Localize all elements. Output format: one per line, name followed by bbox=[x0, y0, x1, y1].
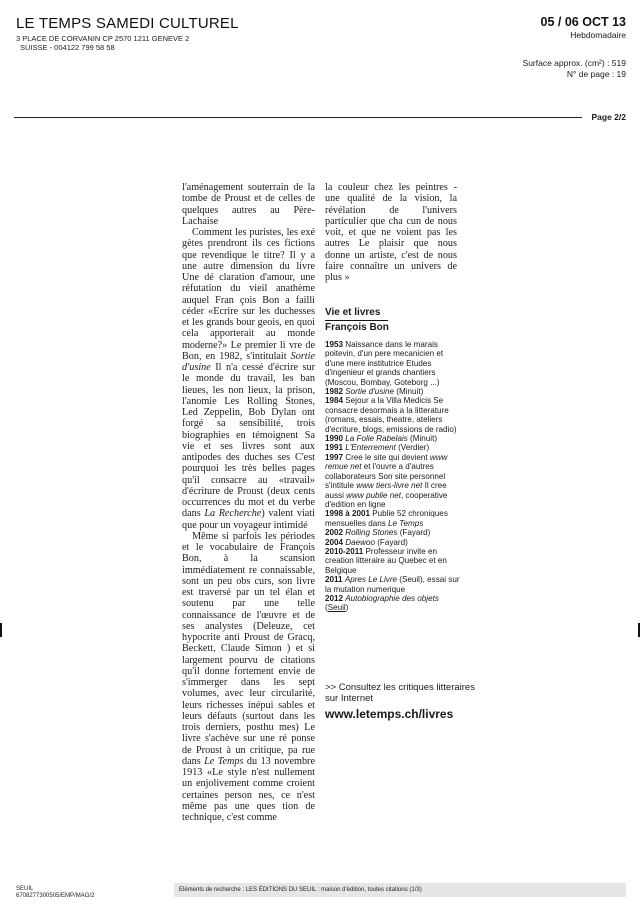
bio-year: 1984 bbox=[325, 396, 344, 406]
text-run: ) bbox=[345, 603, 349, 613]
bio-entry bbox=[325, 547, 460, 575]
italic-title: Le Temps bbox=[388, 518, 424, 528]
surface-area: Surface approx. (cm²) : 519 bbox=[522, 58, 626, 68]
text-run: Il cree aussi bbox=[325, 481, 447, 500]
italic-title: La Folie Rabelais bbox=[345, 434, 408, 444]
bio-year: 1991 bbox=[325, 443, 344, 453]
article-paragraph: la couleur chez les peintres - une qualité de la vision, la révélation de l'univers particulier que cha cun de nous voit, et que ne voient pas les autres Le plaisir que nous donne un artiste, c'est de nous faire connaître un univers de plus » bbox=[325, 182, 457, 283]
text-run: Sejour a la Villa Medicis Se consacre desormais a la litterature (romans, essais, theatre, ateliers d'ecriture, blogs, emissions de radio) bbox=[325, 396, 457, 434]
italic-title: Sortie d'usine bbox=[182, 350, 315, 373]
article-paragraph bbox=[182, 531, 315, 824]
text-run: (Minuit) bbox=[394, 387, 424, 397]
page-number: N° de page : 19 bbox=[566, 69, 626, 79]
italic-title: L'Enterrement bbox=[345, 443, 396, 453]
text-run: Il n'a cessé d'écrire sur le monde du travail, les ban lieues, les non lieux, la prison, l'anomie Les Rolling Stones, Led Zeppelin, Bob Dylan ont forgé sa sensibilité, trois biographies en témoignent Sa vie et ses livres sont aux antipodes des duches ses C'est pourquoi les très belles pages qu'il consacre au «travail» d'écriture de Proust (deux cents occurrences du mot et du verbe dans bbox=[182, 362, 315, 520]
bio-year: 2002 bbox=[325, 528, 344, 538]
italic-title: Apres bbox=[344, 575, 369, 585]
bio-year: 2010-2011 bbox=[325, 546, 364, 556]
publication-address: 3 PLACE DE CORVANIN CP 2570 1211 GENEVE 2 bbox=[16, 34, 190, 43]
text-run: (Seuil), essai sur la mutation numerique bbox=[325, 575, 460, 594]
header-rule bbox=[14, 117, 582, 118]
cta-text: >> Consultez les critiques litteraires sur Internet bbox=[325, 682, 475, 704]
footer-reference bbox=[16, 886, 94, 900]
bio-year: 1953 bbox=[325, 340, 344, 349]
italic-title: Le Temps bbox=[204, 755, 244, 767]
bio-year: 1982 bbox=[325, 387, 344, 397]
italic-title: Le Livre bbox=[368, 575, 398, 585]
article-column-2 bbox=[325, 182, 457, 283]
bio-section-title: Vie et livres bbox=[325, 307, 388, 321]
footer-code: 6708277300505/EMP/MAG/2 bbox=[16, 893, 95, 899]
italic-title: Autobiographie des objets bbox=[345, 593, 439, 603]
text-run: Cree le site qui devient bbox=[345, 452, 430, 462]
bio-entry bbox=[325, 528, 460, 537]
bio-year: 1998 à 2001 bbox=[325, 509, 371, 519]
footer-publisher: SEUIL bbox=[16, 886, 34, 892]
bio-year: 1990 bbox=[325, 434, 344, 444]
text-run: Comment les puristes, les exé gètes prendront ils ces fictions que revendique le titre? Il y a une autre dimension du livre Une dé claration d'amour, une réfutation du vieil anathème auquel Fran çois Bon a failli céder «Ecrire sur les duchesses et les grands bour geois, en quoi cela apporterait au monde moderne?» Le premier li vre de Bon, en 1982, s'intitulait bbox=[182, 227, 315, 362]
text-run: (Fayard) bbox=[374, 537, 408, 547]
publication-title: LE TEMPS SAMEDI CULTUREL bbox=[16, 15, 239, 32]
text-run: (Minuit) bbox=[407, 434, 438, 444]
italic-title: Sortie d'usine bbox=[345, 387, 395, 397]
text-run: ) valent viati que pour un voyageur intimidé bbox=[182, 508, 315, 531]
bio-year: 2011 bbox=[325, 575, 343, 585]
page-of: Page 2/2 bbox=[591, 112, 626, 122]
search-elements-bar: Eléments de recherche : LES ÉDITIONS DU SEUIL : maison d'édition, toutes citations (1/3) bbox=[174, 883, 626, 897]
italic-title: www tiers-livre net bbox=[356, 481, 423, 491]
bio-year: 2004 bbox=[325, 537, 344, 547]
website-link[interactable]: www.letemps.ch/livres bbox=[325, 707, 454, 721]
text-run: du 13 novembre 1913 «Le style n'est nullement un enjolivement comme croient certaines person nes, ce n'est même pas une ques tion de technique, c'est comme bbox=[182, 755, 315, 823]
margin-mark-left bbox=[0, 623, 2, 637]
bio-entry bbox=[325, 443, 460, 452]
text-run: Naissance dans le marais poitevin, d'un pere mecanicien et d'une mere institutrice Etudes d'ingenieur et grands chantiers (Moscou, Bombay, Goteborg ...) bbox=[325, 340, 444, 387]
article-column-1 bbox=[182, 182, 315, 823]
text-run: , cooperative d'edition en ligne bbox=[325, 490, 448, 509]
text-run: Professeur invite en creation litteraire au Quebec et en Belgique bbox=[325, 546, 447, 575]
italic-title: www remue net bbox=[325, 452, 448, 472]
article-paragraph bbox=[182, 227, 315, 531]
text-run: Seuil bbox=[327, 603, 346, 613]
text-run: Même si parfois les périodes et le vocabulaire de François Bon, à la scansion immédiatement re connaissable, sont un peu obs curs, son livre est traversé par un tel élan et soutenu par une telle connaissance de l'œuvre et de ses analystes (Deleuze, cet hypocrite anti Proust de Gracq, Beckett, Claude Simon ) et si largement pourvu de citations qu'il donne fortement envie de s'immerger dans les sept volumes, avec leur circularité, leurs richesses inépui sables et leurs défauts (surtout dans les trois derniers, posthu mes) Le livre s'achève sur une ré ponse de Proust à un critique, pa rue dans bbox=[182, 530, 315, 767]
article-paragraph bbox=[182, 182, 315, 227]
bio-entry bbox=[325, 575, 460, 594]
italic-title: Rolling Stones bbox=[345, 528, 398, 538]
italic-title: www publie net bbox=[346, 490, 402, 500]
bio-entry bbox=[325, 396, 460, 434]
bio-entry bbox=[325, 387, 460, 396]
issue-date: 05 / 06 OCT 13 bbox=[540, 15, 626, 29]
text-run: Publie 52 chroniques mensuelles dans bbox=[325, 509, 448, 528]
bio-entry bbox=[325, 594, 460, 613]
italic-title: La Recherche bbox=[204, 508, 262, 520]
frequency: Hebdomadaire bbox=[570, 30, 626, 40]
bio-timeline bbox=[325, 340, 460, 613]
bio-entry bbox=[325, 434, 460, 443]
text-run: l'aménagement souterrain de la tombe de Proust et de celles de quelques autres au Père-Lachaise bbox=[182, 182, 315, 227]
bio-entry bbox=[325, 453, 460, 509]
bio-author-name: François Bon bbox=[325, 322, 389, 333]
text-run: ( bbox=[325, 603, 328, 613]
text-run: (Verdier) bbox=[395, 443, 430, 453]
bio-entry bbox=[325, 509, 460, 528]
publication-phone: SUISSE - 004122 799 58 58 bbox=[20, 43, 115, 52]
bio-year: 1997 bbox=[325, 452, 344, 462]
bio-entry bbox=[325, 538, 460, 547]
bio-entry bbox=[325, 340, 460, 387]
text-run: et l'ouvre a d'autres collaborateurs Son site personnel s'intitule bbox=[325, 462, 446, 491]
bio-year: 2012 bbox=[325, 593, 344, 603]
text-run: (Fayard) bbox=[397, 528, 431, 538]
italic-title: Daewoo bbox=[345, 537, 375, 547]
